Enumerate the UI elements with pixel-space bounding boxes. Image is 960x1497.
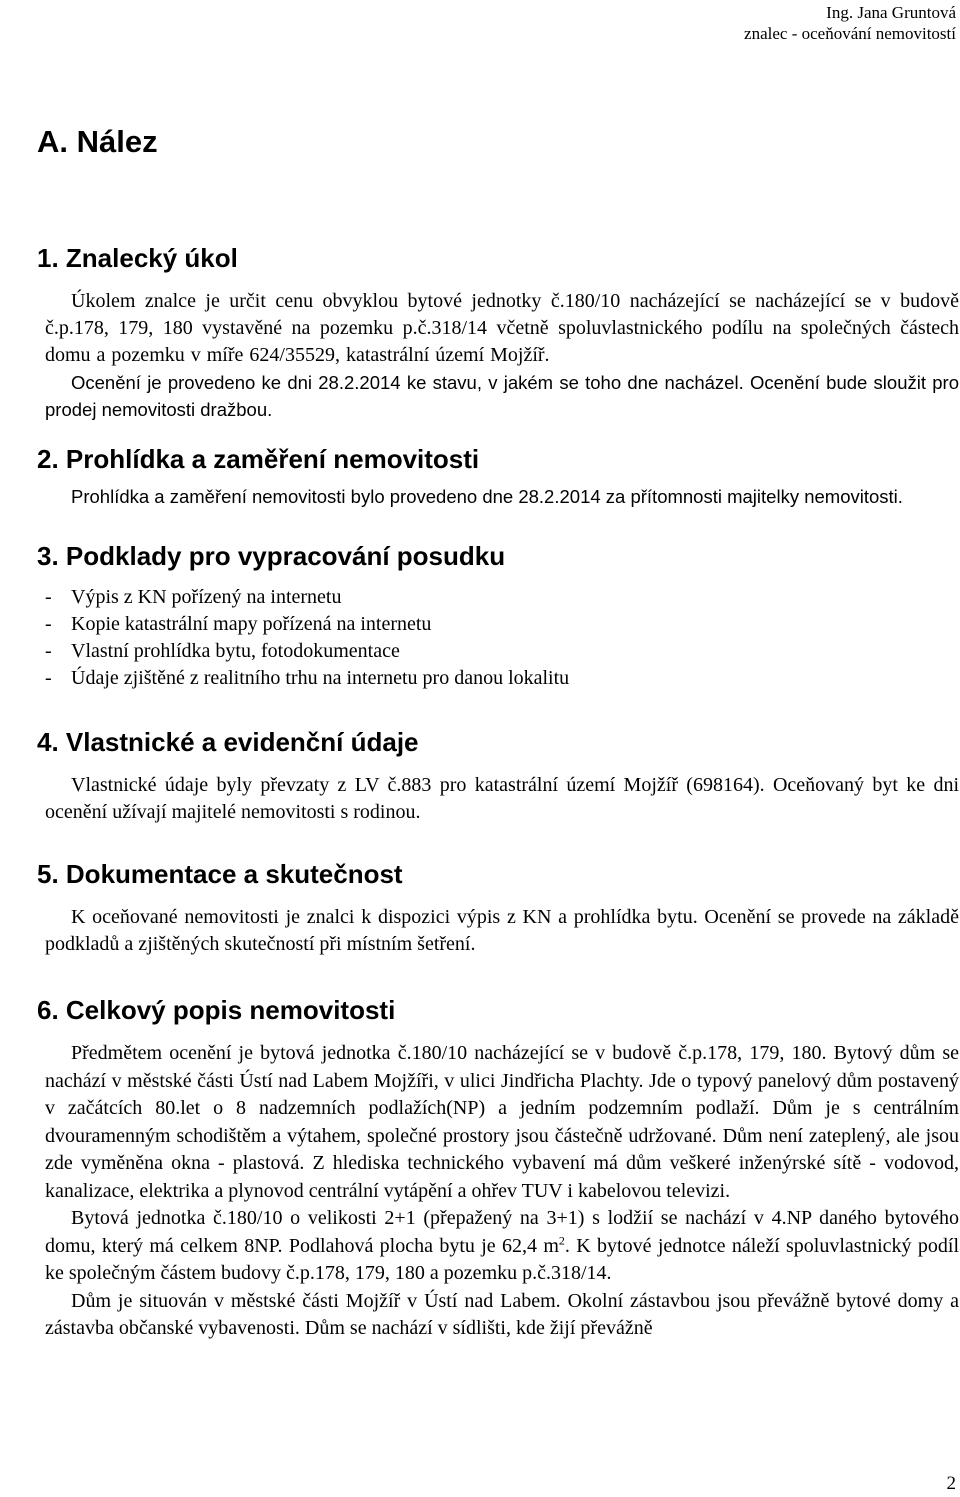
author-role: znalec - oceňování nemovitostí [744,24,956,43]
list-item: - Výpis z KN pořízený na internetu [45,586,342,608]
sources-list [37,584,959,692]
page-header [744,2,956,44]
section-1-paragraph-2: Ocenění je provedeno ke dni 28.2.2014 ke stavu, v jakém se toho dne nacházel. Ocenění bude sloužit pro prodej nemovitosti dražbou. [45,372,959,420]
section-4-paragraph-1: Vlastnické údaje byly převzaty z LV č.883 pro katastrální území Mojžíř (698164). Oceňovaný byt ke dni ocenění užívají majitelé nemovitosti s rodinou. [45,774,959,823]
section-heading-5: 5. Dokumentace a skutečnost [37,859,403,889]
section-2-paragraph-1: Prohlídka a zaměření nemovitosti bylo provedeno dne 28.2.2014 za přítomnosti majitelky nemovitosti. [71,486,903,507]
list-item: - Údaje zjištěné z realitního trhu na internetu pro danou lokalitu [45,667,570,689]
list-item: - Kopie katastrální mapy pořízená na internetu [45,613,432,635]
list-item: - Vlastní prohlídka bytu, fotodokumentace [45,640,400,662]
page-title: A. Nález [37,124,158,159]
page-number: 2 [946,1473,956,1494]
section-heading-1: 1. Znalecký úkol [37,243,238,273]
section-6-paragraph-3: Dům je situován v městské části Mojžíř v Ústí nad Labem. Okolní zástavbou jsou převážně bytové domy a zástavba občanské vybavenosti. Dům se nachází v sídlišti, kde žijí převážně [45,1289,959,1339]
section-heading-4: 4. Vlastnické a evidenční údaje [37,727,419,757]
superscript: 2 [558,1232,565,1247]
section-heading-2: 2. Prohlídka a zaměření nemovitosti [37,444,480,474]
section-6-paragraph-1: Předmětem ocenění je bytová jednotka č.180/10 nacházející se v budově č.p.178, 179, 180. Bytový dům se nachází v městské části Ústí nad Labem Mojžíři, v ulici Jindřicha Plachty. Jde o typový panelový dům postavený v začátcích 80.let o 8 nadzemních podlažích(NP) a jedním podzemním podlaží. Dům je s centrálním dvouramenným schodištěm a výtahem, společné prostory jsou částečně udržované. Dům není zateplený, ale jsou zde vyměněna okna - plastová. Z hlediska technického vybavení má dům veškeré inženýrské sítě - vodovod, kanalizace, elektrika a plynovod centrální vytápění a ohřev TUV i kabelovou televizi. [45,1042,959,1202]
section-5-paragraph-1: K oceňované nemovitosti je znalci k dispozici výpis z KN a prohlídka bytu. Ocenění se provede na základě podkladů a zjištěných skutečností při místním šetření. [45,906,959,955]
section-heading-3: 3. Podklady pro vypracování posudku [37,541,506,571]
section-1-paragraph-1: Úkolem znalce je určit cenu obvyklou bytové jednotky č.180/10 nacházející se nacházející se v budově č.p.178, 179, 180 vystavěné na pozemku p.č.318/14 včetně spoluvlastnického podílu na společných částech domu a pozemku v míře 624/35529, katastrální území Mojžíř. [45,290,959,366]
section-6-paragraph-2: Bytová jednotka č.180/10 o velikosti 2+1 (přepažený na 3+1) s lodžií se nachází v 4.NP daného bytového domu, který má celkem 8NP. Podlahová plocha bytu je 62,4 $m^2$. K bytové jednotce náleží spoluvlastnický podíl ke společným částem budovy č.p.178, 179, 180 a pozemku p.č.318/14. [45,1207,959,1284]
section-heading-6: 6. Celkový popis nemovitosti [37,995,396,1025]
document-body [37,120,959,1343]
author-name: Ing. Jana Gruntová [826,3,956,22]
